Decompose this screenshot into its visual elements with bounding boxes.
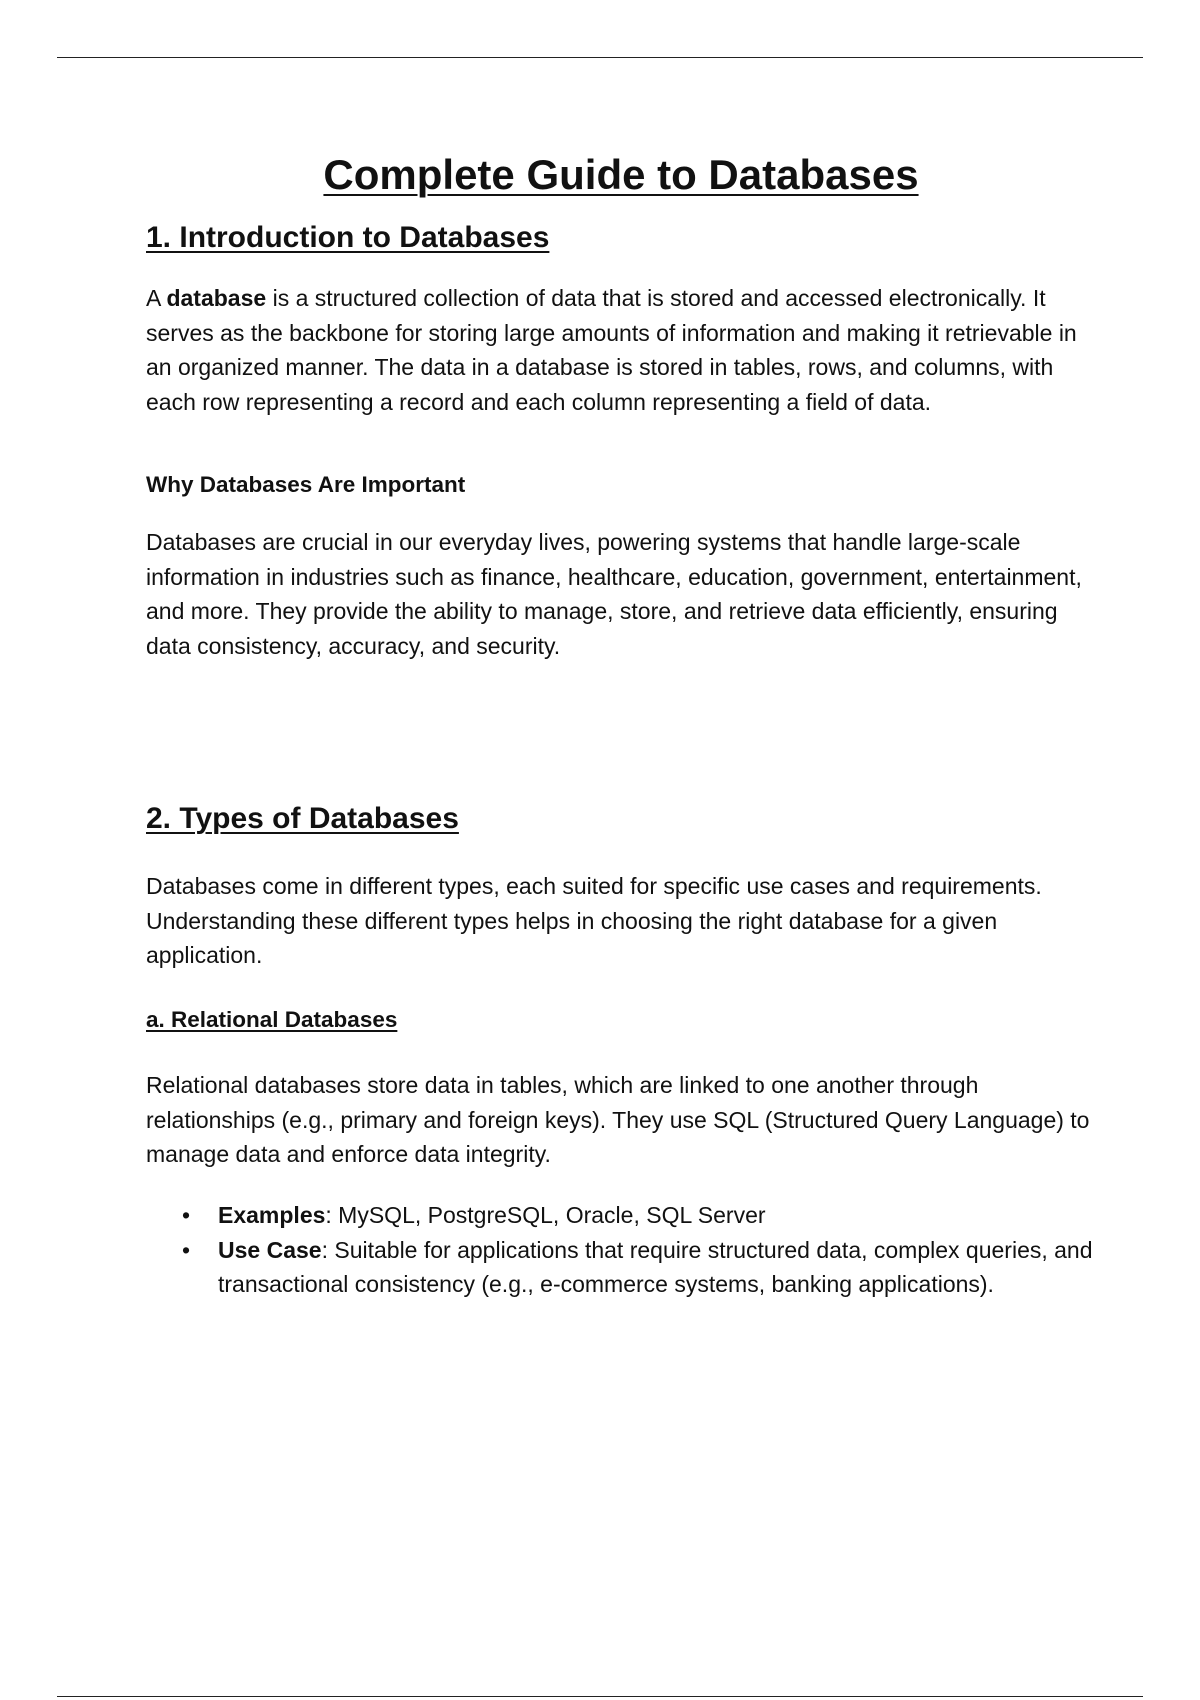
subheading-why-important: Why Databases Are Important <box>146 472 466 497</box>
bullet-text: : Suitable for applications that require structured data, complex queries, and transactional consistency (e.g., e-commerce systems, banking applications). <box>218 1236 1093 1297</box>
section-heading-introduction: 1. Introduction to Databases <box>146 221 550 254</box>
section-heading-types: 2. Types of Databases <box>146 802 459 835</box>
importance-paragraph: Databases are crucial in our everyday lives, powering systems that handle large-scale information in industries such as finance, healthcare, education, government, entertainment, and more. They provide the ability to manage, store, and retrieve data efficiently, ensuring data consistency, accuracy, and security. <box>146 529 1082 659</box>
relational-bullet-list <box>146 1198 1096 1302</box>
bullet-label: Examples <box>218 1202 326 1228</box>
types-paragraph: Databases come in different types, each suited for specific use cases and requirements. Understanding these different types helps in choosing the right database for a given application. <box>146 873 1042 968</box>
bullet-icon: • <box>182 1236 191 1263</box>
footer-rule <box>57 1696 1143 1697</box>
database-term: database <box>166 285 267 311</box>
list-item <box>146 1198 1096 1233</box>
page-title: Complete Guide to Databases <box>323 151 919 198</box>
relational-paragraph: Relational databases store data in tables, which are linked to one another through relationships (e.g., primary and foreign keys). They use SQL (Structured Query Language) to manage data and enforce data integrity. <box>146 1072 1090 1167</box>
subheading-relational: a. Relational Databases <box>146 1007 398 1032</box>
intro-paragraph: A database is a structured collection of data that is stored and accessed electronically. It serves as the backbone for storing large amounts of information and making it retrievable in an organized manner. The data in a database is stored in tables, rows, and columns, with each row representing a record and each column representing a field of data. <box>146 285 1077 415</box>
header-rule <box>57 57 1143 58</box>
bullet-icon: • <box>182 1202 191 1228</box>
bullet-label: Use Case <box>218 1236 322 1263</box>
list-item <box>146 1233 1096 1302</box>
bullet-text: : MySQL, PostgreSQL, Oracle, SQL Server <box>325 1202 766 1228</box>
